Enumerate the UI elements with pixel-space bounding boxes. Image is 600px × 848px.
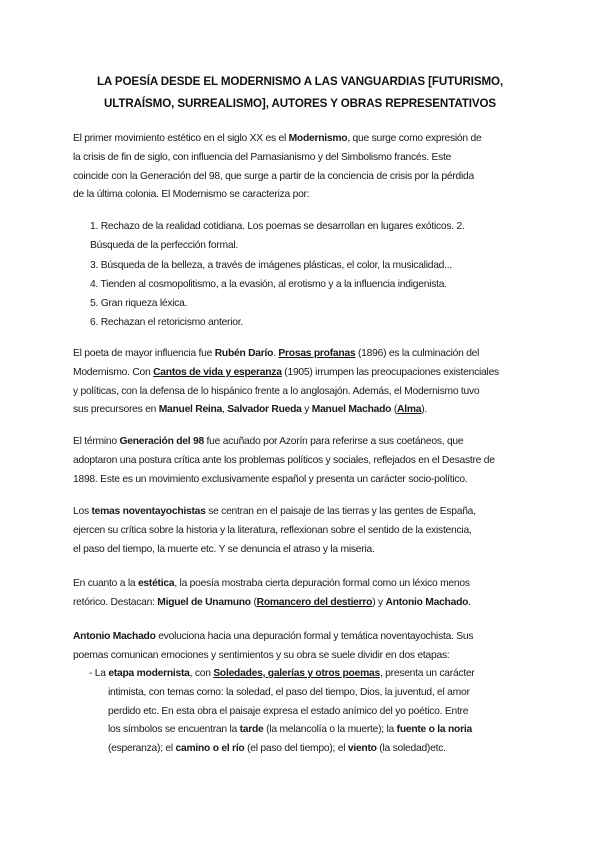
text-line: - La	[89, 668, 109, 679]
work-title: Alma	[397, 404, 422, 416]
title-line: ULTRAÍSMO, SURREALISMO], AUTORES Y OBRAS REPRESENTATIVOS	[103, 97, 497, 110]
text-line	[89, 740, 549, 759]
bold-text: camino o el río	[175, 743, 245, 755]
list-item: 5. Gran riqueza léxica.	[90, 298, 188, 310]
text-line: El poeta de mayor influencia fue	[73, 348, 215, 359]
text-line: ejercen su crítica sobre la historia y la literatura, reflexionan sobre el sentido de la existencia,	[73, 524, 472, 536]
text-line: (1905) irrumpen las preocupaciones existenciales	[281, 366, 499, 378]
bold-text: viento	[347, 743, 377, 755]
text-line: ,	[222, 404, 228, 416]
text-line: , que surge como expresión de	[347, 133, 482, 144]
text-line: Modernismo. Con	[73, 366, 154, 378]
text-line: los símbolos se encuentran la	[108, 724, 240, 736]
text-line: (	[250, 596, 257, 608]
text-line	[73, 364, 545, 383]
text-line: la crisis de fin de siglo, con influencia del Parnasianismo y del Simbolismo francés. Este	[73, 151, 452, 163]
text-line: intimista, con temas como: la soledad, el paso del tiempo, Dios, la juventud, el amor	[108, 686, 470, 698]
work-title: Romancero del destierro	[256, 596, 373, 608]
list-item: 4. Tienden al cosmopolitismo, a la evasión, al erotismo y a la influencia indigenista.	[90, 278, 447, 290]
text-line	[73, 345, 545, 364]
text-line	[73, 433, 545, 452]
etapa-modernista-item	[89, 665, 549, 759]
paragraph-antonio-machado	[73, 628, 545, 666]
text-line: (la soledad)etc.	[376, 743, 446, 755]
list-item: Búsqueda de la perfección formal.	[90, 240, 239, 252]
bold-text: temas noventayochistas	[91, 506, 206, 517]
work-title: Soledades, galerías y otros poemas	[213, 668, 380, 679]
text-line: Los	[73, 506, 92, 517]
work-title: Cantos de vida y esperanza	[153, 366, 282, 378]
text-line: perdido etc. En esta obra el paisaje expresa el estado anímico del yo poético. Entre	[108, 705, 469, 717]
bold-text: Antonio Machado	[385, 596, 469, 608]
text-line: .	[468, 596, 471, 608]
text-line: adoptaron una postura crítica ante los problemas políticos y sociales, reflejados en el Desastre de	[73, 454, 495, 466]
list-item: 6. Rechazan el retoricismo anterior.	[90, 317, 243, 329]
text-line: y	[301, 404, 312, 416]
bold-text: Manuel Reina	[158, 404, 223, 416]
list-item: 3. Búsqueda de la belleza, a través de imágenes plásticas, el color, la musicalidad...	[90, 259, 452, 271]
text-line: (1896) es la culminación del	[355, 348, 480, 359]
page-title	[60, 71, 540, 115]
text-line: (la melancolía o la muerte); la	[263, 724, 397, 736]
text-line: poemas comunican emociones y sentimientos y su obra se suele dividir en dos etapas:	[73, 649, 450, 661]
text-line	[89, 665, 549, 684]
bold-text: Salvador Rueda	[227, 404, 302, 416]
text-line: ) y	[372, 596, 386, 608]
text-line: El término	[73, 436, 120, 447]
bold-text: fuente o la noria	[396, 724, 472, 736]
text-line: (esperanza); el	[108, 743, 176, 755]
list-item: 1. Rechazo de la realidad cotidiana. Los poemas se desarrollan en lugares exóticos. 2.	[90, 221, 465, 232]
paragraph-intro	[73, 130, 545, 205]
text-line	[73, 130, 545, 149]
text-line	[73, 401, 545, 420]
text-line: (el paso del tiempo); el	[244, 743, 348, 755]
text-line: y políticas, con la defensa de lo hispánico frente a lo anglosajón. Además, el Modernismo tuvo	[73, 385, 480, 397]
text-line: , la poesía mostraba cierta depuración formal como un léxico menos	[174, 578, 470, 589]
bold-text: Manuel Machado	[311, 404, 392, 416]
text-line	[73, 594, 545, 613]
text-line	[73, 628, 545, 647]
text-line	[89, 721, 549, 740]
bold-text: Modernismo	[288, 133, 348, 144]
paragraph-temas	[73, 503, 545, 559]
paragraph-generacion-98	[73, 433, 545, 489]
paragraph-ruben-dario	[73, 345, 545, 420]
text-line: (	[391, 404, 398, 416]
text-line: el paso del tiempo, la muerte etc. Y se denuncia el atraso y la miseria.	[73, 543, 375, 555]
text-line: .	[273, 348, 279, 359]
bold-text: Generación del 98	[119, 436, 204, 447]
bold-text: Antonio Machado	[73, 631, 156, 642]
text-line	[73, 575, 545, 594]
work-title: Prosas profanas	[278, 348, 356, 359]
text-line: evoluciona hacia una depuración formal y temática noventayochista. Sus	[155, 631, 474, 642]
bold-text: etapa modernista	[108, 668, 190, 679]
text-line: se centran en el paisaje de las tierras y las gentes de España,	[205, 506, 476, 517]
text-line: El primer movimiento estético en el siglo XX es el	[73, 133, 289, 144]
text-line	[73, 503, 545, 522]
text-line: En cuanto a la	[73, 578, 138, 589]
text-line: coincide con la Generación del 98, que surge a partir de la conciencia de crisis por la pérdida	[73, 170, 474, 182]
bold-text: tarde	[239, 724, 264, 736]
text-line: fue acuñado por Azorín para referirse a sus coetáneos, que	[203, 436, 464, 447]
title-line: LA POESÍA DESDE EL MODERNISMO A LAS VANGUARDIAS [FUTURISMO,	[96, 75, 504, 88]
text-line: retórico. Destacan:	[73, 596, 158, 608]
bold-text: estética	[137, 578, 175, 589]
bold-text: Miguel de Unamuno	[157, 596, 251, 608]
text-line: sus precursores en	[73, 404, 159, 416]
characteristics-list	[90, 217, 545, 333]
text-line: , presenta un carácter	[379, 668, 475, 679]
text-line: de la última colonia. El Modernismo se caracteriza por:	[73, 189, 310, 201]
text-line: , con	[189, 668, 214, 679]
text-line: ).	[421, 404, 427, 416]
paragraph-estetica	[73, 575, 545, 613]
text-line: 1898. Este es un movimiento exclusivamente español y presenta un carácter socio-político.	[73, 473, 468, 485]
bold-text: Rubén Darío	[214, 348, 274, 359]
